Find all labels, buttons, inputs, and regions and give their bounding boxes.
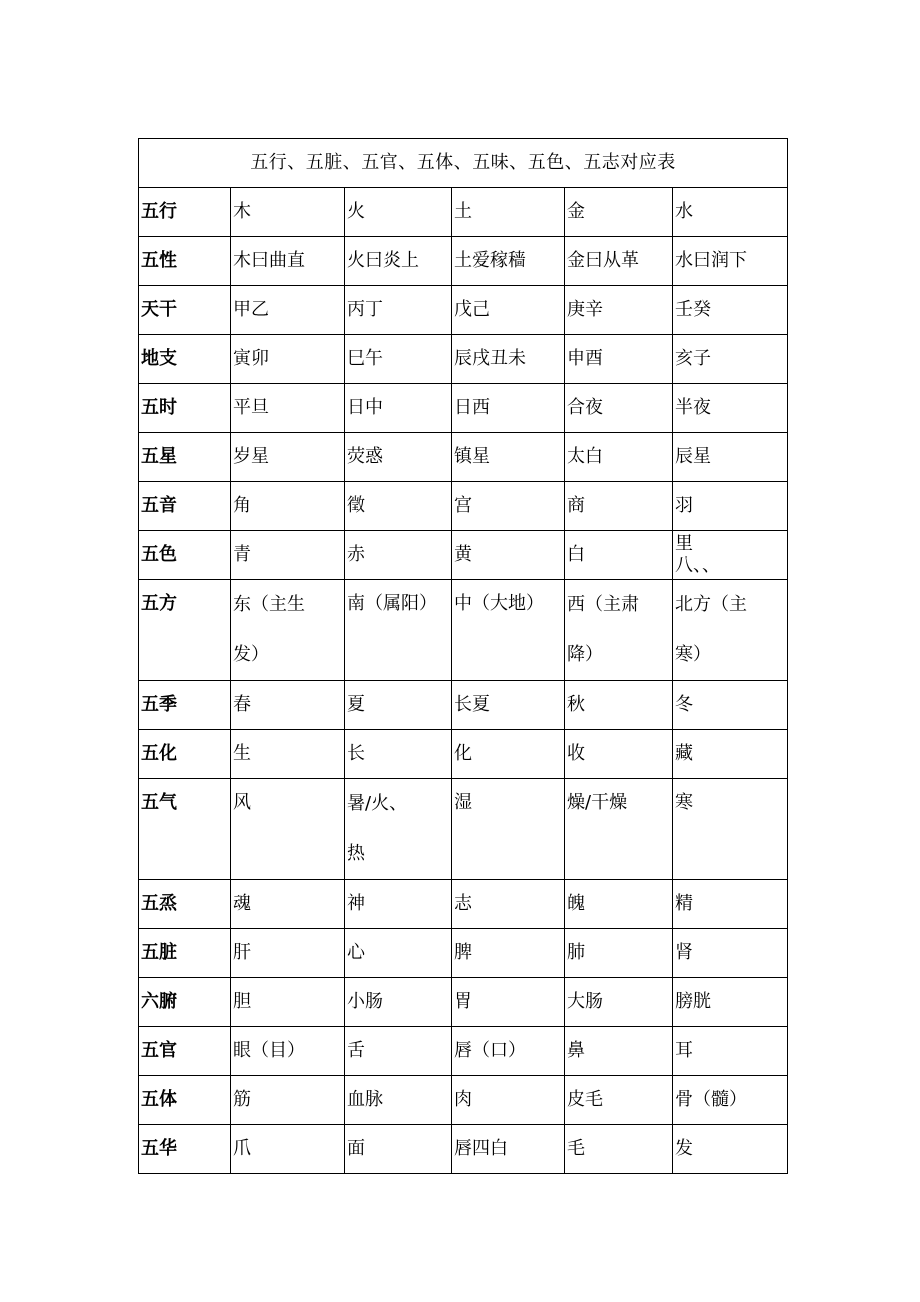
- cell-text: 胆: [233, 991, 251, 1012]
- cell-text: 长夏: [454, 694, 490, 715]
- cell-text: 里 八、、: [675, 533, 720, 576]
- correspondence-table: [138, 138, 788, 1174]
- table-cell: [231, 1125, 345, 1174]
- row-label-text: 五烝: [141, 893, 177, 914]
- cell-text: 大肠: [567, 991, 603, 1012]
- table-cell: [565, 1076, 673, 1125]
- table-row: [139, 779, 788, 880]
- table-cell: [452, 681, 565, 730]
- cell-text: 庚辛: [567, 299, 603, 320]
- cell-text: 小肠: [347, 991, 383, 1012]
- cell-text: 寒: [675, 792, 693, 813]
- cell-text: 木: [233, 201, 251, 222]
- table-cell: [231, 730, 345, 779]
- table-row: [139, 681, 788, 730]
- cell-text: 爪: [233, 1138, 251, 1159]
- table-cell: [565, 1027, 673, 1076]
- cell-text: 唇四白: [454, 1138, 508, 1159]
- cell-text: 日西: [454, 397, 490, 418]
- table-row: [139, 978, 788, 1027]
- cell-text: 甲乙: [233, 299, 269, 320]
- cell-text: 东（主生 发）: [233, 594, 305, 665]
- cell-text: 鼻: [567, 1040, 585, 1061]
- cell-text: 荧惑: [347, 446, 383, 467]
- cell-text: 肝: [233, 942, 251, 963]
- table-cell: [231, 580, 345, 681]
- table-cell: [345, 779, 452, 880]
- table-cell: [673, 531, 788, 580]
- table-cell: [231, 335, 345, 384]
- row-label: [139, 880, 231, 929]
- cell-text: 燥/干燥: [567, 792, 628, 813]
- cell-text: 寅卯: [233, 348, 269, 369]
- cell-text: 中（大地）: [454, 593, 544, 614]
- table-cell: [231, 433, 345, 482]
- cell-text: 土: [454, 201, 472, 222]
- table-cell: [673, 482, 788, 531]
- table-cell: [565, 580, 673, 681]
- cell-text: 太白: [567, 446, 603, 467]
- table-cell: [565, 1125, 673, 1174]
- row-label-text: 五脏: [141, 942, 177, 963]
- cell-text: 春: [233, 694, 251, 715]
- row-label: [139, 1125, 231, 1174]
- table-cell: [452, 335, 565, 384]
- table-cell: [452, 482, 565, 531]
- cell-text: 皮毛: [567, 1089, 603, 1110]
- table-row: [139, 335, 788, 384]
- table-cell: [345, 880, 452, 929]
- table-cell: [565, 880, 673, 929]
- cell-text: 毛: [567, 1138, 585, 1159]
- cell-text: 合夜: [567, 397, 603, 418]
- cell-text: 生: [233, 743, 251, 764]
- table-row: [139, 384, 788, 433]
- cell-text: 金: [567, 201, 585, 222]
- cell-text: 青: [233, 544, 251, 565]
- cell-text: 土爱稼穑: [454, 250, 526, 271]
- table-cell: [345, 1076, 452, 1125]
- cell-text: 藏: [675, 743, 693, 764]
- row-label-text: 五体: [141, 1089, 177, 1110]
- table-cell: [565, 779, 673, 880]
- row-label-text: 五官: [141, 1040, 177, 1061]
- table-cell: [565, 929, 673, 978]
- table-cell: [673, 237, 788, 286]
- table-cell: [345, 681, 452, 730]
- cell-text: 湿: [454, 792, 472, 813]
- table-cell: [673, 1076, 788, 1125]
- table-row: [139, 433, 788, 482]
- table-cell: [673, 978, 788, 1027]
- table-cell: [345, 1125, 452, 1174]
- cell-text: 戊己: [454, 299, 490, 320]
- row-label: [139, 237, 231, 286]
- table-cell: [452, 880, 565, 929]
- table-cell: [673, 929, 788, 978]
- table-cell: [673, 730, 788, 779]
- cell-text: 木曰曲直: [233, 250, 305, 271]
- table-cell: [565, 978, 673, 1027]
- table-cell: [452, 730, 565, 779]
- cell-text: 宫: [454, 495, 472, 516]
- cell-text: 金曰从革: [567, 250, 639, 271]
- row-label-text: 五方: [141, 593, 177, 614]
- table-row: [139, 531, 788, 580]
- table-cell: [345, 580, 452, 681]
- table-cell: [565, 681, 673, 730]
- row-label: [139, 681, 231, 730]
- cell-text: 角: [233, 495, 251, 516]
- cell-text: 暑/火、 热: [347, 793, 408, 864]
- table-cell: [345, 929, 452, 978]
- cell-text: 舌: [347, 1040, 365, 1061]
- cell-text: 夏: [347, 694, 365, 715]
- table-cell: [345, 978, 452, 1027]
- cell-text: 志: [454, 893, 472, 914]
- table-cell: [345, 531, 452, 580]
- row-label: [139, 433, 231, 482]
- table-cell: [345, 286, 452, 335]
- row-label-text: 五音: [141, 495, 177, 516]
- table-cell: [565, 335, 673, 384]
- cell-text: 半夜: [675, 397, 711, 418]
- cell-text: 徵: [347, 495, 365, 516]
- cell-text: 筋: [233, 1089, 251, 1110]
- cell-text: 丙丁: [347, 299, 383, 320]
- row-label: [139, 531, 231, 580]
- cell-text: 魄: [567, 893, 585, 914]
- table-row: [139, 188, 788, 237]
- table-cell: [565, 433, 673, 482]
- cell-text: 肺: [567, 942, 585, 963]
- table-cell: [565, 730, 673, 779]
- table-cell: [231, 531, 345, 580]
- cell-text: 肉: [454, 1089, 472, 1110]
- table-cell: [565, 188, 673, 237]
- row-label-text: 五季: [141, 694, 177, 715]
- table-row: [139, 929, 788, 978]
- table-cell: [673, 580, 788, 681]
- table-cell: [231, 681, 345, 730]
- table-cell: [452, 929, 565, 978]
- cell-text: 镇星: [454, 446, 490, 467]
- table-cell: [452, 237, 565, 286]
- table-cell: [673, 1027, 788, 1076]
- row-label-text: 五色: [141, 544, 177, 565]
- table-cell: [231, 978, 345, 1027]
- table-cell: [452, 978, 565, 1027]
- table-row: [139, 880, 788, 929]
- table-cell: [452, 580, 565, 681]
- cell-text: 壬癸: [675, 299, 711, 320]
- table-row: [139, 730, 788, 779]
- cell-text: 耳: [675, 1040, 693, 1061]
- row-label: [139, 978, 231, 1027]
- table-cell: [673, 384, 788, 433]
- table-cell: [231, 286, 345, 335]
- cell-text: 脾: [454, 942, 472, 963]
- cell-text: 岁星: [233, 446, 269, 467]
- table-cell: [231, 929, 345, 978]
- cell-text: 火曰炎上: [347, 250, 419, 271]
- row-label: [139, 384, 231, 433]
- table-cell: [452, 1125, 565, 1174]
- table-cell: [673, 335, 788, 384]
- cell-text: 血脉: [347, 1089, 383, 1110]
- table-cell: [452, 1076, 565, 1125]
- table-cell: [231, 237, 345, 286]
- cell-text: 唇（口）: [454, 1040, 526, 1061]
- table-cell: [673, 433, 788, 482]
- cell-text: 魂: [233, 893, 251, 914]
- row-label: [139, 482, 231, 531]
- cell-text: 商: [567, 495, 585, 516]
- row-label: [139, 188, 231, 237]
- cell-text: 发: [675, 1138, 693, 1159]
- table-cell: [231, 384, 345, 433]
- row-label-text: 五华: [141, 1138, 177, 1159]
- row-label-text: 五气: [141, 792, 177, 813]
- cell-text: 巳午: [347, 348, 383, 369]
- cell-text: 火: [347, 201, 365, 222]
- cell-text: 秋: [567, 694, 585, 715]
- table-cell: [565, 237, 673, 286]
- row-label-text: 天干: [141, 299, 177, 320]
- cell-text: 长: [347, 743, 365, 764]
- table-cell: [345, 1027, 452, 1076]
- row-label: [139, 1076, 231, 1125]
- table-cell: [673, 1125, 788, 1174]
- table-cell: [231, 482, 345, 531]
- table-cell: [231, 1076, 345, 1125]
- row-label-text: 五性: [141, 250, 177, 271]
- cell-text: 平旦: [233, 397, 269, 418]
- cell-text: 亥子: [675, 348, 711, 369]
- cell-text: 胃: [454, 991, 472, 1012]
- row-label: [139, 286, 231, 335]
- cell-text: 辰戌丑未: [454, 348, 526, 369]
- cell-text: 北方（主 寒）: [675, 594, 747, 665]
- row-label: [139, 1027, 231, 1076]
- cell-text: 赤: [347, 544, 365, 565]
- row-label-text: 地支: [141, 348, 177, 369]
- cell-text: 心: [347, 942, 365, 963]
- table-cell: [452, 531, 565, 580]
- cell-text: 肾: [675, 942, 693, 963]
- cell-text: 膀胱: [675, 991, 711, 1012]
- table-cell: [452, 188, 565, 237]
- cell-text: 水曰润下: [675, 250, 747, 271]
- row-label-text: 六腑: [141, 991, 177, 1012]
- cell-text: 申酉: [567, 348, 603, 369]
- table-cell: [345, 188, 452, 237]
- cell-text: 水: [675, 201, 693, 222]
- row-label: [139, 730, 231, 779]
- cell-text: 辰星: [675, 446, 711, 467]
- cell-text: 面: [347, 1138, 365, 1159]
- table-cell: [231, 1027, 345, 1076]
- cell-text: 眼（目）: [233, 1040, 305, 1061]
- table-cell: [565, 384, 673, 433]
- table-row: [139, 286, 788, 335]
- cell-text: 骨（髓）: [675, 1089, 747, 1110]
- row-label-text: 五时: [141, 397, 177, 418]
- table-cell: [345, 730, 452, 779]
- table-cell: [345, 482, 452, 531]
- cell-text: 化: [454, 743, 472, 764]
- table-row: [139, 580, 788, 681]
- row-label: [139, 335, 231, 384]
- table-cell: [673, 286, 788, 335]
- cell-text: 精: [675, 893, 693, 914]
- table-cell: [452, 433, 565, 482]
- table-cell: [345, 433, 452, 482]
- table-cell: [452, 384, 565, 433]
- table-cell: [565, 531, 673, 580]
- table-cell: [673, 188, 788, 237]
- table-cell: [231, 779, 345, 880]
- cell-text: 黄: [454, 544, 472, 565]
- table-cell: [673, 779, 788, 880]
- table-cell: [231, 880, 345, 929]
- row-label-text: 五星: [141, 446, 177, 467]
- cell-text: 风: [233, 792, 251, 813]
- cell-text: 日中: [347, 397, 383, 418]
- cell-text: 南（属阳）: [347, 593, 437, 614]
- table-cell: [565, 286, 673, 335]
- cell-text: 白: [567, 544, 585, 565]
- table-row: [139, 1027, 788, 1076]
- row-label: [139, 580, 231, 681]
- table-cell: [231, 188, 345, 237]
- row-label: [139, 929, 231, 978]
- table-cell: [673, 880, 788, 929]
- table-row: [139, 1076, 788, 1125]
- table-cell: [452, 779, 565, 880]
- table-cell: [673, 681, 788, 730]
- cell-text: 羽: [675, 495, 693, 516]
- cell-text: 收: [567, 743, 585, 764]
- row-label-text: 五化: [141, 743, 177, 764]
- row-label-text: 五行: [141, 201, 177, 222]
- title-row: [139, 139, 788, 188]
- table-cell: [565, 482, 673, 531]
- table-row: [139, 482, 788, 531]
- row-label: [139, 779, 231, 880]
- table-row: [139, 1125, 788, 1174]
- table-cell: [345, 335, 452, 384]
- table-title: 五行、五脏、五官、五体、五味、五色、五志对应表: [139, 139, 788, 188]
- cell-text: 神: [347, 893, 365, 914]
- cell-text: 冬: [675, 694, 693, 715]
- cell-text: 西（主肃 降）: [567, 594, 639, 665]
- table-row: [139, 237, 788, 286]
- table-cell: [452, 1027, 565, 1076]
- table-cell: [345, 384, 452, 433]
- table-cell: [345, 237, 452, 286]
- table-cell: [452, 286, 565, 335]
